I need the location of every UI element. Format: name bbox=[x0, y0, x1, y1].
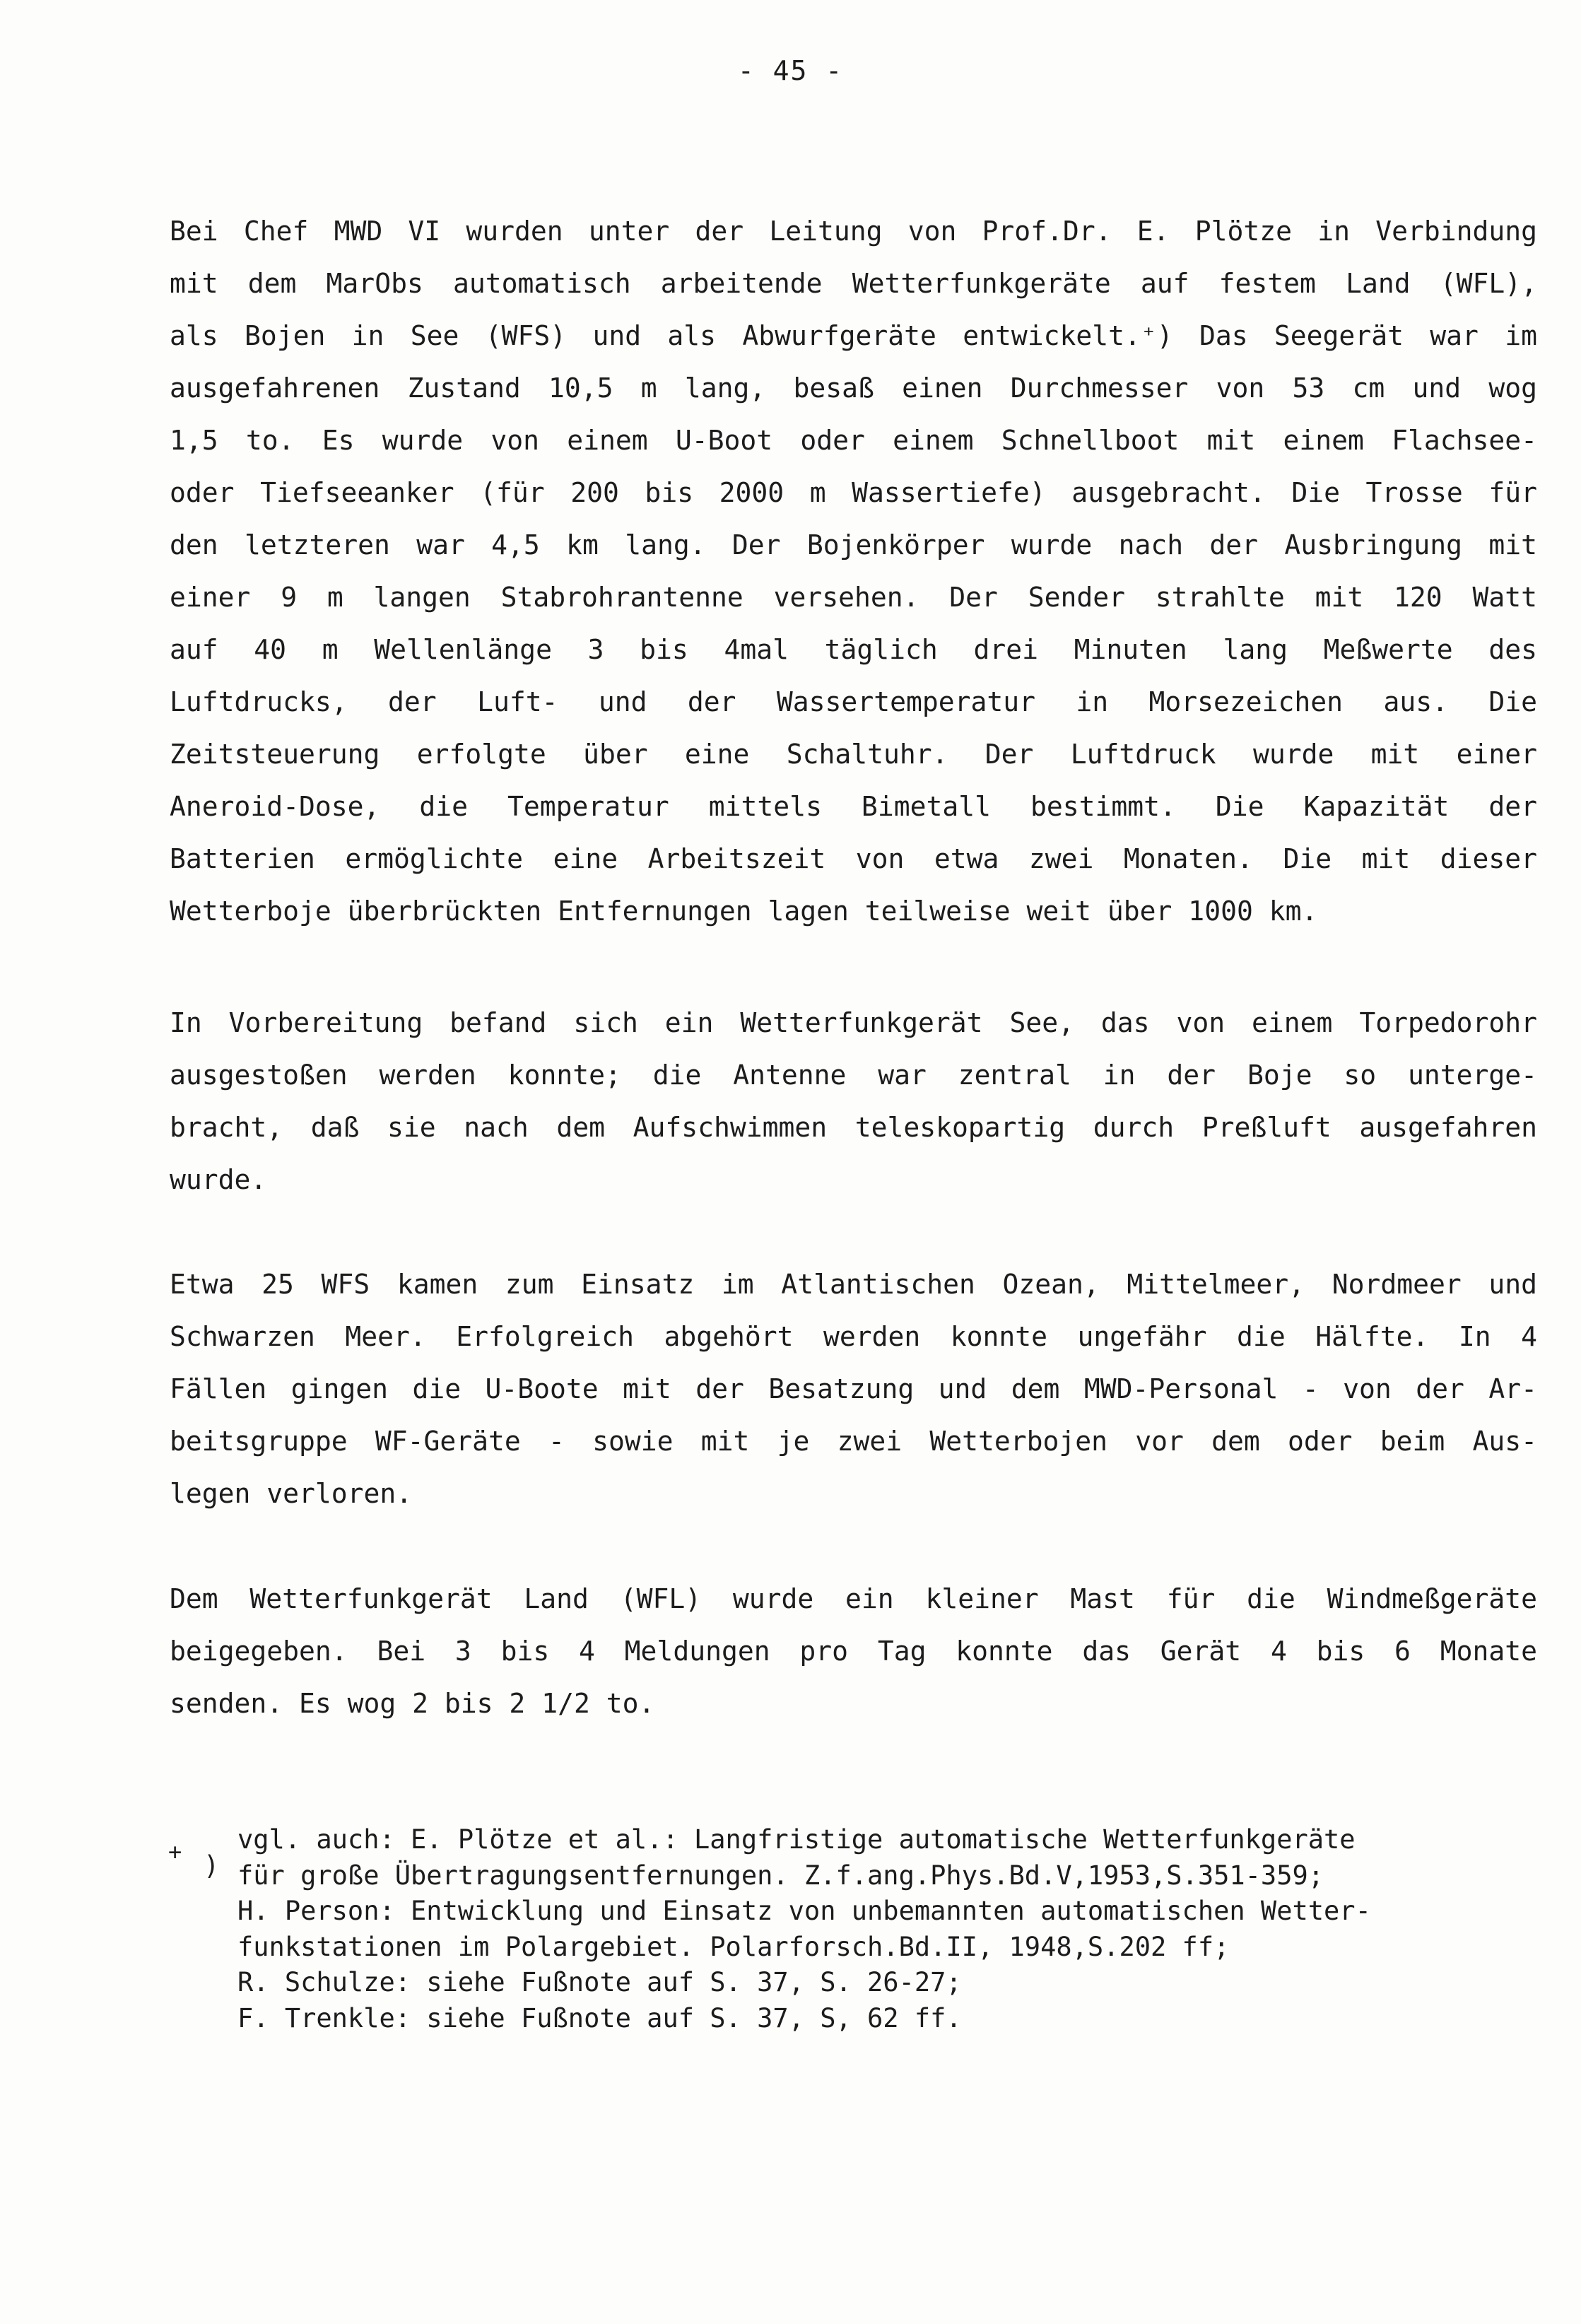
text-line: beitsgruppe WF-Geräte - sowie mit je zwei Wetterbojen vor dem oder beim Aus- bbox=[170, 1426, 1537, 1457]
text-line: als Bojen in See (WFS) und als Abwurfgeräte entwickelt.⁺) Das Seegerät war im bbox=[170, 320, 1537, 351]
text-line: Wetterboje überbrückten Entfernungen lagen teilweise weit über 1000 km. bbox=[170, 896, 1318, 927]
paragraph-4 bbox=[170, 1573, 1537, 1730]
text-line: Etwa 25 WFS kamen zum Einsatz im Atlantischen Ozean, Mittelmeer, Nordmeer und bbox=[170, 1269, 1537, 1300]
text-line: In Vorbereitung befand sich ein Wetterfunkgerät See, das von einem Torpedorohr bbox=[170, 1007, 1537, 1038]
text-line: ausgestoßen werden konnte; die Antenne war zentral in der Boje so unterge- bbox=[170, 1060, 1537, 1091]
text-line: bracht, daß sie nach dem Aufschwimmen teleskopartig durch Preßluft ausgefahren bbox=[170, 1112, 1537, 1143]
footnote bbox=[168, 1822, 1483, 2036]
footnote-line: F. Trenkle: siehe Fußnote auf S. 37, S, 62 ff. bbox=[237, 2002, 962, 2034]
page-number: - 45 - bbox=[737, 55, 844, 86]
footnote-marker-paren: ) bbox=[204, 1850, 220, 1881]
text-line: Fällen gingen die U-Boote mit der Besatzung und dem MWD-Personal - von der Ar- bbox=[170, 1373, 1537, 1404]
text-line: mit dem MarObs automatisch arbeitende Wetterfunkgeräte auf festem Land (WFL), bbox=[170, 268, 1537, 299]
footnote-line: funkstationen im Polargebiet. Polarforsch.Bd.II, 1948,S.202 ff; bbox=[237, 1931, 1230, 1962]
footnote-line: H. Person: Entwicklung und Einsatz von unbemannten automatischen Wetter- bbox=[237, 1896, 1371, 1926]
text-line: auf 40 m Wellenlänge 3 bis 4mal täglich drei Minuten lang Meßwerte des bbox=[170, 634, 1537, 665]
text-line: einer 9 m langen Stabrohrantenne versehen. Der Sender strahlte mit 120 Watt bbox=[170, 582, 1537, 613]
text-line: senden. Es wog 2 bis 2 1/2 to. bbox=[170, 1688, 655, 1719]
text-line: Aneroid-Dose, die Temperatur mittels Bimetall bestimmt. Die Kapazität der bbox=[170, 791, 1537, 822]
text-line: legen verloren. bbox=[170, 1478, 413, 1509]
paragraph-3 bbox=[170, 1258, 1537, 1520]
footnote-text: vgl. auch: E. Plötze et al.: Langfristige automatische Wetterfunkgeräte bbox=[237, 1824, 1356, 1855]
text-line: Batterien ermöglichte eine Arbeitszeit von etwa zwei Monaten. Die mit dieser bbox=[170, 843, 1537, 874]
footnote-line: R. Schulze: siehe Fußnote auf S. 37, S. 26-27; bbox=[237, 1967, 962, 1997]
footnote-marker-symbol: + bbox=[168, 1838, 182, 1865]
text-line: ausgefahrenen Zustand 10,5 m lang, besaß einen Durchmesser von 53 cm und wog bbox=[170, 372, 1537, 404]
text-line: wurde. bbox=[170, 1164, 267, 1195]
text-line: Dem Wetterfunkgerät Land (WFL) wurde ein kleiner Mast für die Windmeßgeräte bbox=[170, 1583, 1537, 1614]
text-line: beigegeben. Bei 3 bis 4 Meldungen pro Tag konnte das Gerät 4 bis 6 Monate bbox=[170, 1636, 1537, 1667]
text-line: Schwarzen Meer. Erfolgreich abgehört werden konnte ungefähr die Hälfte. In 4 bbox=[170, 1321, 1537, 1352]
text-line: Luftdrucks, der Luft- und der Wassertemperatur in Morsezeichen aus. Die bbox=[170, 686, 1537, 717]
text-line: 1,5 to. Es wurde von einem U-Boot oder einem Schnellboot mit einem Flachsee- bbox=[170, 425, 1537, 456]
text-line: Bei Chef MWD VI wurden unter der Leitung von Prof.Dr. E. Plötze in Verbindung bbox=[170, 216, 1537, 247]
paragraph-1 bbox=[170, 205, 1537, 937]
text-line: Zeitsteuerung erfolgte über eine Schaltuhr. Der Luftdruck wurde mit einer bbox=[170, 739, 1537, 770]
paragraph-2 bbox=[170, 997, 1537, 1206]
text-line: den letzteren war 4,5 km lang. Der Bojenkörper wurde nach der Ausbringung mit bbox=[170, 529, 1537, 561]
text-line: oder Tiefseeanker (für 200 bis 2000 m Wassertiefe) ausgebracht. Die Trosse für bbox=[170, 477, 1537, 508]
footnote-line: für große Übertragungsentfernungen. Z.f.ang.Phys.Bd.V,1953,S.351-359; bbox=[237, 1860, 1324, 1891]
